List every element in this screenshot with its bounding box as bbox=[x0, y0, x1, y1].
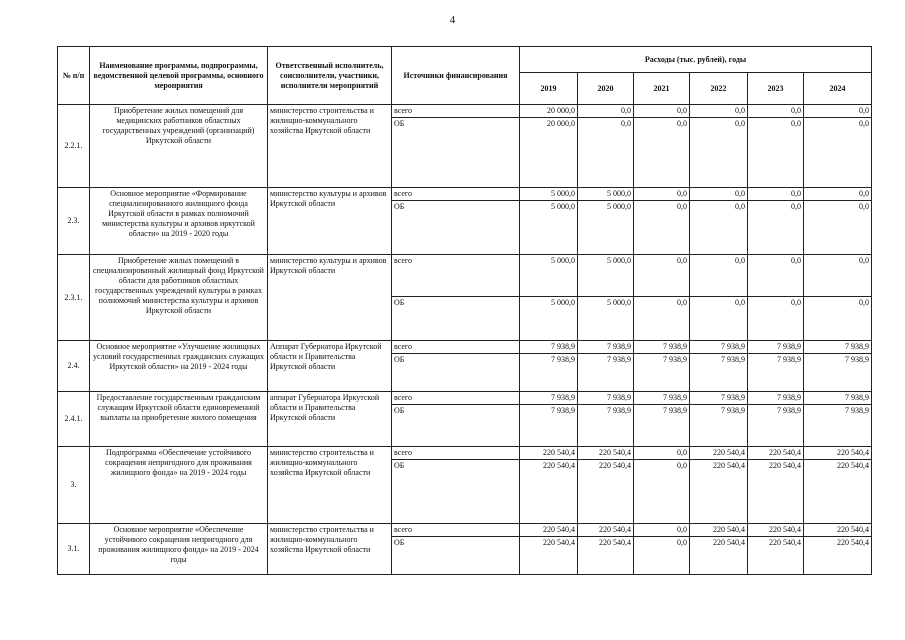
table-row bbox=[58, 255, 872, 297]
expense-value: 0,0 bbox=[634, 105, 690, 118]
row-number: 2.3.1. bbox=[58, 255, 90, 341]
expense-value: 0,0 bbox=[690, 297, 748, 341]
expense-value: 220 540,4 bbox=[748, 447, 804, 460]
funding-source: всего bbox=[392, 392, 520, 405]
expense-value: 7 938,9 bbox=[748, 354, 804, 392]
expense-value: 5 000,0 bbox=[578, 297, 634, 341]
funding-source: всего bbox=[392, 255, 520, 297]
expense-value: 220 540,4 bbox=[578, 524, 634, 537]
expense-value: 220 540,4 bbox=[690, 447, 748, 460]
expense-value: 7 938,9 bbox=[520, 405, 578, 447]
expense-value: 7 938,9 bbox=[578, 392, 634, 405]
funding-source: всего bbox=[392, 524, 520, 537]
row-number: 2.2.1. bbox=[58, 105, 90, 188]
expense-value: 220 540,4 bbox=[690, 537, 748, 575]
expense-value: 0,0 bbox=[804, 188, 872, 201]
expense-value: 7 938,9 bbox=[578, 405, 634, 447]
expense-value: 220 540,4 bbox=[690, 460, 748, 524]
expense-value: 7 938,9 bbox=[634, 405, 690, 447]
expense-value: 0,0 bbox=[578, 118, 634, 188]
expense-value: 0,0 bbox=[634, 188, 690, 201]
expense-value: 220 540,4 bbox=[520, 460, 578, 524]
header-year: 2022 bbox=[690, 73, 748, 105]
header-year: 2019 bbox=[520, 73, 578, 105]
expense-value: 7 938,9 bbox=[804, 354, 872, 392]
header-name: Наименование программы, подпрограммы, ведомственной целевой программы, основного мероприятия bbox=[90, 47, 268, 105]
expense-value: 7 938,9 bbox=[804, 341, 872, 354]
expense-value: 20 000,0 bbox=[520, 105, 578, 118]
expense-value: 20 000,0 bbox=[520, 118, 578, 188]
expense-value: 0,0 bbox=[690, 255, 748, 297]
row-number: 2.4.1. bbox=[58, 392, 90, 447]
expense-value: 220 540,4 bbox=[804, 524, 872, 537]
page-number: 4 bbox=[449, 14, 456, 26]
expense-value: 0,0 bbox=[804, 118, 872, 188]
funding-source: ОБ bbox=[392, 354, 520, 392]
funding-source: всего bbox=[392, 341, 520, 354]
expense-value: 7 938,9 bbox=[690, 405, 748, 447]
row-name: Приобретение жилых помещений для медицинских работников областных государственных учреждений (организаций) Иркутской области bbox=[90, 105, 268, 188]
expense-value: 7 938,9 bbox=[748, 392, 804, 405]
expense-value: 7 938,9 bbox=[690, 341, 748, 354]
expense-value: 220 540,4 bbox=[578, 460, 634, 524]
expense-value: 0,0 bbox=[634, 297, 690, 341]
expense-value: 0,0 bbox=[804, 105, 872, 118]
row-name: Основное мероприятие «Обеспечение устойчивого сокращения непригодного для проживания жилищного фонда» на 2019 - 2024 годы bbox=[90, 524, 268, 575]
expense-value: 7 938,9 bbox=[634, 392, 690, 405]
expense-value: 220 540,4 bbox=[520, 447, 578, 460]
expense-value: 0,0 bbox=[690, 188, 748, 201]
expense-value: 0,0 bbox=[634, 460, 690, 524]
expense-value: 7 938,9 bbox=[804, 405, 872, 447]
header-responsible: Ответственный исполнитель, соисполнители, участники, исполнители мероприятий bbox=[268, 47, 392, 105]
expense-value: 220 540,4 bbox=[520, 537, 578, 575]
row-number: 3. bbox=[58, 447, 90, 524]
expense-value: 220 540,4 bbox=[748, 537, 804, 575]
expense-value: 7 938,9 bbox=[578, 354, 634, 392]
row-name: Основное мероприятие «Улучшение жилищных условий государственных гражданских служащих Иркутской области» на 2019 - 2024 годы bbox=[90, 341, 268, 392]
header-year: 2021 bbox=[634, 73, 690, 105]
row-responsible: министерство строительства и жилищно-коммунального хозяйства Иркутской области bbox=[268, 105, 392, 188]
row-responsible: министерство строительства и жилищно-коммунального хозяйства Иркутской области bbox=[268, 524, 392, 575]
row-number: 2.3. bbox=[58, 188, 90, 255]
expense-value: 0,0 bbox=[634, 118, 690, 188]
expense-value: 220 540,4 bbox=[804, 537, 872, 575]
expense-value: 5 000,0 bbox=[578, 188, 634, 201]
row-responsible: Аппарат Губернатора Иркутской области и Правительства Иркутской области bbox=[268, 341, 392, 392]
expense-value: 0,0 bbox=[634, 255, 690, 297]
expense-value: 220 540,4 bbox=[748, 460, 804, 524]
row-name: Основное мероприятие «Формирование специализированного жилищного фонда Иркутской области в рамках полномочий министерства культуры и архивов иркутской области» на 2019 - 2020 годы bbox=[90, 188, 268, 255]
expense-value: 0,0 bbox=[634, 524, 690, 537]
header-year: 2020 bbox=[578, 73, 634, 105]
header-year: 2024 bbox=[804, 73, 872, 105]
header-expenses: Расходы (тыс. рублей), годы bbox=[520, 47, 872, 73]
budget-table bbox=[57, 46, 872, 575]
row-responsible: министерство строительства и жилищно-коммунального хозяйства Иркутской области bbox=[268, 447, 392, 524]
expense-value: 0,0 bbox=[804, 297, 872, 341]
expense-value: 7 938,9 bbox=[748, 405, 804, 447]
expense-value: 5 000,0 bbox=[520, 201, 578, 255]
expense-value: 5 000,0 bbox=[520, 255, 578, 297]
header-year: 2023 bbox=[748, 73, 804, 105]
expense-value: 220 540,4 bbox=[578, 447, 634, 460]
expense-value: 5 000,0 bbox=[578, 255, 634, 297]
expense-value: 0,0 bbox=[748, 118, 804, 188]
expense-value: 220 540,4 bbox=[748, 524, 804, 537]
row-name: Подпрограмма «Обеспечение устойчивого сокращения непригодного для проживания жилищного фонда» на 2019 - 2024 годы bbox=[90, 447, 268, 524]
expense-value: 7 938,9 bbox=[520, 354, 578, 392]
table-row bbox=[58, 524, 872, 537]
expense-value: 0,0 bbox=[804, 255, 872, 297]
table-row bbox=[58, 188, 872, 201]
row-responsible: министерство культуры и архивов Иркутской области bbox=[268, 255, 392, 341]
expense-value: 0,0 bbox=[634, 447, 690, 460]
funding-source: ОБ bbox=[392, 297, 520, 341]
expense-value: 220 540,4 bbox=[578, 537, 634, 575]
expense-value: 0,0 bbox=[748, 297, 804, 341]
expense-value: 220 540,4 bbox=[520, 524, 578, 537]
header-source: Источники финансирования bbox=[392, 47, 520, 105]
table-row bbox=[58, 105, 872, 118]
expense-value: 5 000,0 bbox=[520, 297, 578, 341]
expense-value: 7 938,9 bbox=[690, 354, 748, 392]
expense-value: 0,0 bbox=[690, 118, 748, 188]
row-responsible: аппарат Губернатора Иркутской области и Правительства Иркутской области bbox=[268, 392, 392, 447]
funding-source: ОБ bbox=[392, 460, 520, 524]
expense-value: 7 938,9 bbox=[748, 341, 804, 354]
expense-value: 0,0 bbox=[690, 105, 748, 118]
expense-value: 220 540,4 bbox=[690, 524, 748, 537]
expense-value: 5 000,0 bbox=[520, 188, 578, 201]
expense-value: 0,0 bbox=[748, 188, 804, 201]
expense-value: 0,0 bbox=[634, 201, 690, 255]
funding-source: всего bbox=[392, 447, 520, 460]
expense-value: 220 540,4 bbox=[804, 447, 872, 460]
funding-source: ОБ bbox=[392, 405, 520, 447]
expense-value: 7 938,9 bbox=[804, 392, 872, 405]
header-num: № п/п bbox=[58, 47, 90, 105]
funding-source: ОБ bbox=[392, 118, 520, 188]
expense-value: 0,0 bbox=[748, 201, 804, 255]
row-number: 2.4. bbox=[58, 341, 90, 392]
funding-source: ОБ bbox=[392, 537, 520, 575]
funding-source: всего bbox=[392, 105, 520, 118]
expense-value: 5 000,0 bbox=[578, 201, 634, 255]
expense-value: 7 938,9 bbox=[578, 341, 634, 354]
expense-value: 0,0 bbox=[748, 255, 804, 297]
expense-value: 7 938,9 bbox=[634, 341, 690, 354]
expense-value: 0,0 bbox=[804, 201, 872, 255]
row-name: Приобретение жилых помещений в специализированный жилищный фонд Иркутской области для работников областных государственных учреждений культуры в рамках полномочий министерства культуры и архивов Иркутской области bbox=[90, 255, 268, 341]
expense-value: 0,0 bbox=[634, 537, 690, 575]
row-name: Предоставление государственным гражданским служащим Иркутской области единовременной выплаты на приобретение жилого помещения bbox=[90, 392, 268, 447]
expense-value: 0,0 bbox=[690, 201, 748, 255]
row-number: 3.1. bbox=[58, 524, 90, 575]
expense-value: 7 938,9 bbox=[634, 354, 690, 392]
expense-value: 0,0 bbox=[748, 105, 804, 118]
expense-value: 7 938,9 bbox=[520, 341, 578, 354]
table-row bbox=[58, 447, 872, 460]
expense-value: 0,0 bbox=[578, 105, 634, 118]
funding-source: всего bbox=[392, 188, 520, 201]
funding-source: ОБ bbox=[392, 201, 520, 255]
table-row bbox=[58, 392, 872, 405]
row-responsible: министерство культуры и архивов Иркутской области bbox=[268, 188, 392, 255]
expense-value: 7 938,9 bbox=[690, 392, 748, 405]
expense-value: 7 938,9 bbox=[520, 392, 578, 405]
table-row bbox=[58, 341, 872, 354]
expense-value: 220 540,4 bbox=[804, 460, 872, 524]
